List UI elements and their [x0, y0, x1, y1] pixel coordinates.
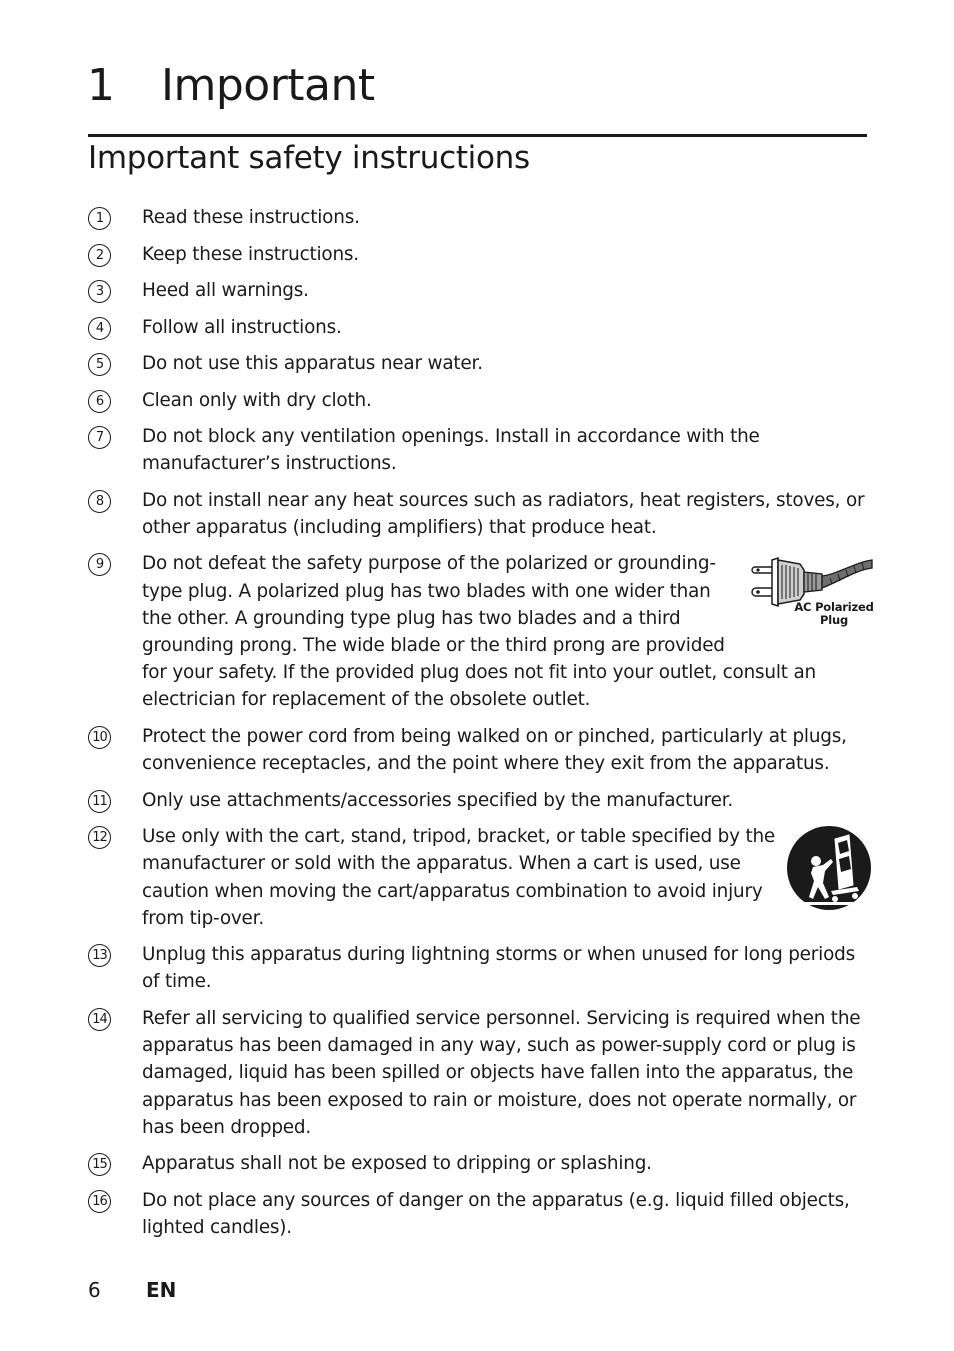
instruction-text: Do not use this apparatus near water.	[142, 353, 483, 374]
instruction-text: Do not block any ventilation openings. Install in accordance with the manufacturer’s instructions.	[142, 426, 760, 475]
item-number-badge: 16	[88, 1190, 111, 1213]
instruction-item-14	[88, 1005, 870, 1141]
instruction-item-3	[88, 277, 870, 304]
instruction-text: Unplug this apparatus during lightning storms or when unused for long periods of time.	[142, 944, 855, 993]
item-number-badge: 14	[88, 1008, 111, 1031]
plug-caption-line-1: AC Polarized	[794, 600, 874, 615]
item-number-badge: 12	[88, 826, 111, 849]
item-number-badge: 13	[88, 944, 111, 967]
instruction-item-4	[88, 314, 870, 341]
chapter-number: 1	[87, 60, 115, 111]
chapter-heading	[87, 58, 375, 114]
item-number-badge: 3	[88, 280, 111, 303]
plug-caption	[784, 601, 884, 627]
instruction-item-7	[88, 423, 870, 477]
cart-tip-over-figure	[783, 825, 875, 915]
instruction-text: Do not place any sources of danger on the apparatus (e.g. liquid filled objects, lighted candles).	[142, 1189, 850, 1238]
item-number-badge: 1	[88, 207, 111, 230]
instruction-item-8	[88, 487, 870, 541]
item-number-badge: 8	[88, 490, 111, 513]
instruction-item-12	[88, 823, 870, 932]
ac-polarized-plug-figure	[738, 552, 878, 642]
instruction-item-5	[88, 350, 870, 377]
cart-tip-over-warning-icon	[783, 825, 875, 915]
item-number-badge: 7	[88, 426, 111, 449]
instruction-text: Protect the power cord from being walked on or pinched, particularly at plugs, convenience receptacles, and the point where they exit from the apparatus.	[142, 725, 847, 775]
instruction-item-9	[88, 550, 874, 713]
item-number-badge: 11	[88, 790, 111, 813]
instruction-text: Keep these instructions.	[142, 243, 359, 265]
item-number-badge: 2	[88, 244, 111, 267]
item-number-badge: 4	[88, 317, 111, 340]
item-number-badge: 6	[88, 390, 111, 413]
instruction-item-6	[88, 387, 870, 414]
item-number-badge: 5	[88, 353, 111, 376]
page-number: 6	[88, 1278, 101, 1302]
item-number-badge: 9	[88, 553, 111, 576]
instruction-text: Use only with the cart, stand, tripod, bracket, or table specified by the manufacturer or sold with the apparatus. When a cart is used, use caution when moving the cart/apparatus combination to avoid injury from tip-over.	[142, 826, 776, 929]
chapter-title: Important	[161, 60, 375, 111]
item-number-badge: 15	[88, 1153, 111, 1176]
instruction-text: Apparatus shall not be exposed to dripping or splashing.	[142, 1153, 652, 1175]
instruction-text: Only use attachments/accessories specified by the manufacturer.	[142, 789, 734, 811]
instruction-text: Read these instructions.	[142, 207, 360, 228]
instruction-item-10	[88, 723, 870, 777]
instruction-item-15	[88, 1150, 870, 1177]
instruction-item-1	[88, 204, 870, 231]
instruction-item-2	[88, 241, 870, 268]
instruction-item-13	[88, 941, 870, 995]
instruction-item-16	[88, 1187, 870, 1241]
language-code: EN	[146, 1278, 177, 1302]
instruction-text: Clean only with dry cloth.	[142, 389, 372, 411]
safety-instruction-list	[88, 204, 874, 1250]
instruction-item-11	[88, 787, 870, 814]
instruction-text: Heed all warnings.	[142, 280, 309, 301]
instruction-text: Follow all instructions.	[142, 316, 342, 338]
instruction-text: Do not defeat the safety purpose of the polarized or grounding-type plug. A polarized plug has two blades with one wider than the other. A grounding type plug has two blades and a third grounding prong. The wide blade or the third prong are provided for your safety. If the provided plug does not fit into your outlet, consult an electrician for replacement of the obsolete outlet.	[142, 553, 816, 711]
instruction-text: Refer all servicing to qualified service personnel. Servicing is required when the apparatus has been damaged in any way, such as power-supply cord or plug is damaged, liquid has been spilled or objects have fallen into the apparatus, the apparatus has been exposed to rain or moisture, does not operate normally, or has been dropped.	[142, 1007, 861, 1138]
plug-caption-line-2: Plug	[820, 613, 848, 628]
item-number-badge: 10	[88, 726, 111, 749]
instruction-text: Do not install near any heat sources such as radiators, heat registers, stoves, or other apparatus (including amplifiers) that produce heat.	[142, 489, 865, 538]
section-title: Important safety instructions	[88, 140, 530, 176]
